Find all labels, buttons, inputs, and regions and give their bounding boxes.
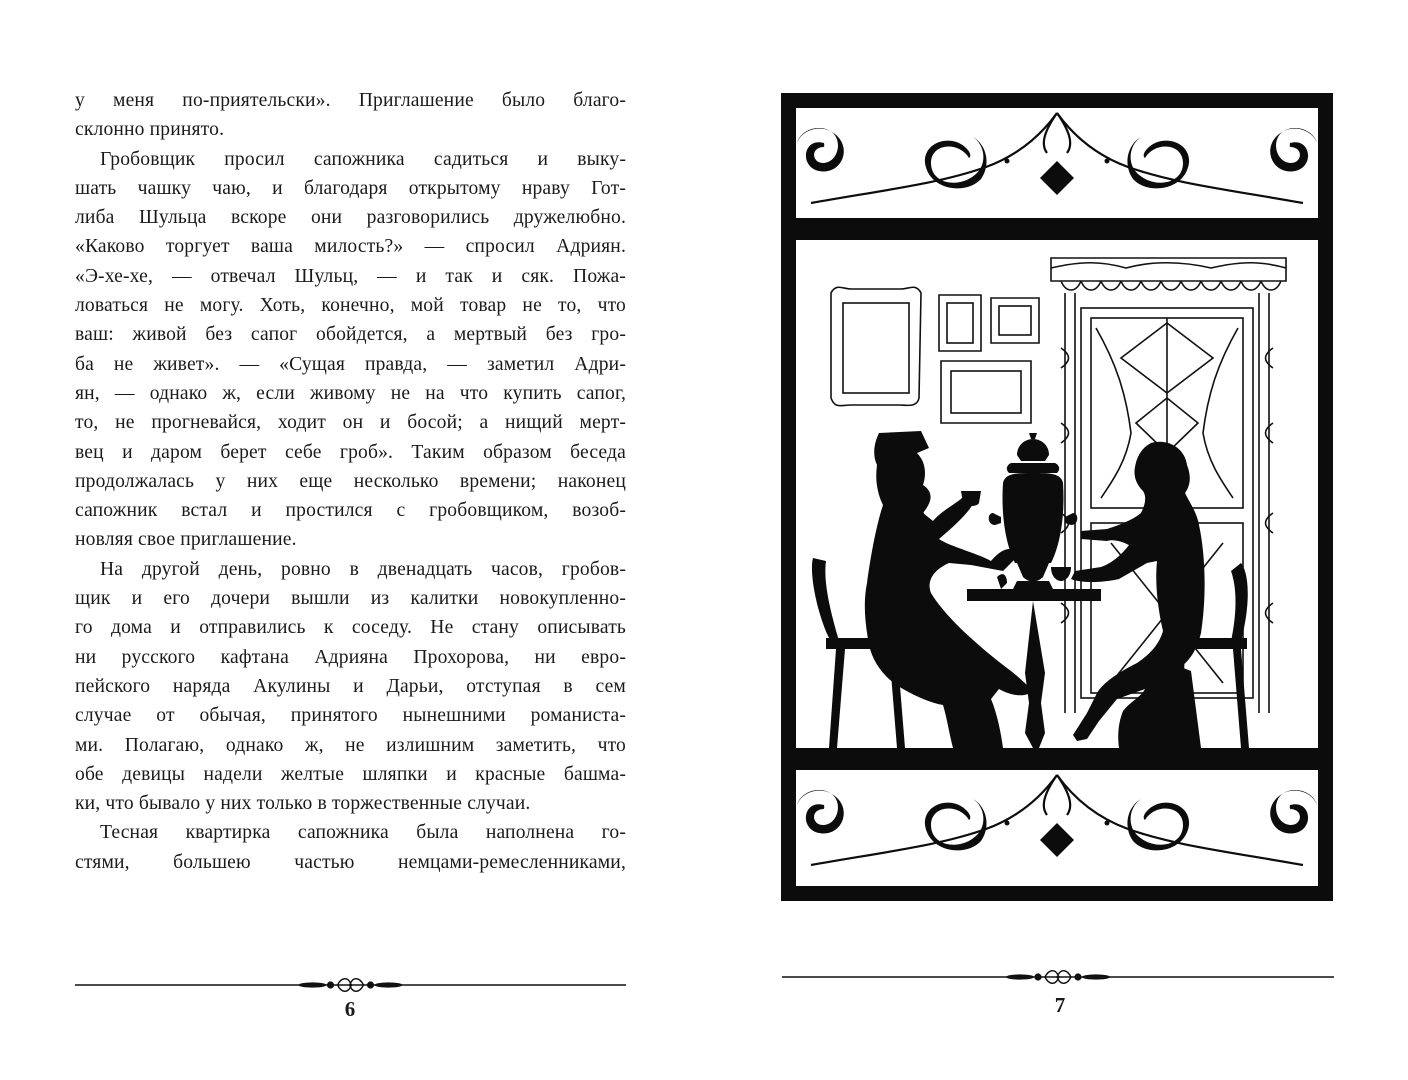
text-line: пейского наряда Акулины и Дарьи, отступая в сем xyxy=(75,675,626,697)
page-number: 6 xyxy=(344,997,356,1021)
text-line: Тесная квартирка сапожника была наполнена го- xyxy=(100,822,626,844)
text-line: продолжалась у них еще несколько времени; наконец xyxy=(75,470,626,492)
text-line: Гробовщик просил сапожника садиться и выку- xyxy=(100,148,626,170)
footer-ornament-rule xyxy=(75,975,626,995)
text-line: ваш: живой без сапог обойдется, а мертвый без гро- xyxy=(75,324,626,346)
text-line: у меня по-приятельски». Приглашение было благо- xyxy=(75,90,626,111)
text-line: либа Шульца вскоре они разговорились дружелюбно. xyxy=(75,207,626,229)
text-line: На другой день, ровно в двенадцать часов, гробов- xyxy=(100,558,626,580)
text-line: обе девицы надели желтые шляпки и красные башма- xyxy=(75,763,626,785)
text-line: ловаться не могу. Хоть, конечно, мой товар не то, что xyxy=(75,295,626,317)
text-line: ки, что бывало у них только в торжественные случаи. xyxy=(75,793,531,815)
text-line: стями, большею частью немцами-ремесленниками, xyxy=(75,851,626,873)
text-line: случае от обычая, принятого нынешними романиста- xyxy=(75,705,626,727)
right-page xyxy=(704,0,1408,1080)
text-line: сапожник встал и простился с гробовщиком, возоб- xyxy=(75,500,626,522)
text-line: «Э-хе-хе, — отвечал Шульц, — и так и сяк. Пожа- xyxy=(75,265,626,287)
tea-party-silhouette-illustration xyxy=(781,93,1333,901)
text-line: новляя свое приглашение. xyxy=(75,529,297,551)
footer-ornament-rule xyxy=(782,967,1334,987)
text-line: «Каково торгует ваша милость?» — спросил Адриян. xyxy=(75,236,626,258)
text-line: щик и его дочери вышли из калитки новокупленно- xyxy=(75,588,626,610)
text-line: ба не живет». — «Сущая правда, — заметил Адри- xyxy=(75,353,626,375)
text-line: вец и даром берет себе гроб». Таким образом беседа xyxy=(75,441,626,463)
text-line: ми. Полагаю, однако ж, не излишним заметить, что xyxy=(75,734,626,756)
body-text xyxy=(75,86,626,877)
text-line: шать чашку чаю, и благодаря открытому нраву Гот- xyxy=(75,177,626,199)
text-line: ян, — однако ж, если живому не на что купить сапог, xyxy=(75,382,626,404)
page-number: 7 xyxy=(1054,993,1066,1017)
text-line: го дома и отправились к соседу. Не стану описывать xyxy=(75,617,626,639)
text-line: то, не прогневайся, ходит он и босой; а нищий мерт- xyxy=(75,412,626,434)
text-line: ни русского кафтана Адрияна Прохорова, ни евро- xyxy=(75,646,626,668)
text-line: склонно принято. xyxy=(75,119,225,141)
